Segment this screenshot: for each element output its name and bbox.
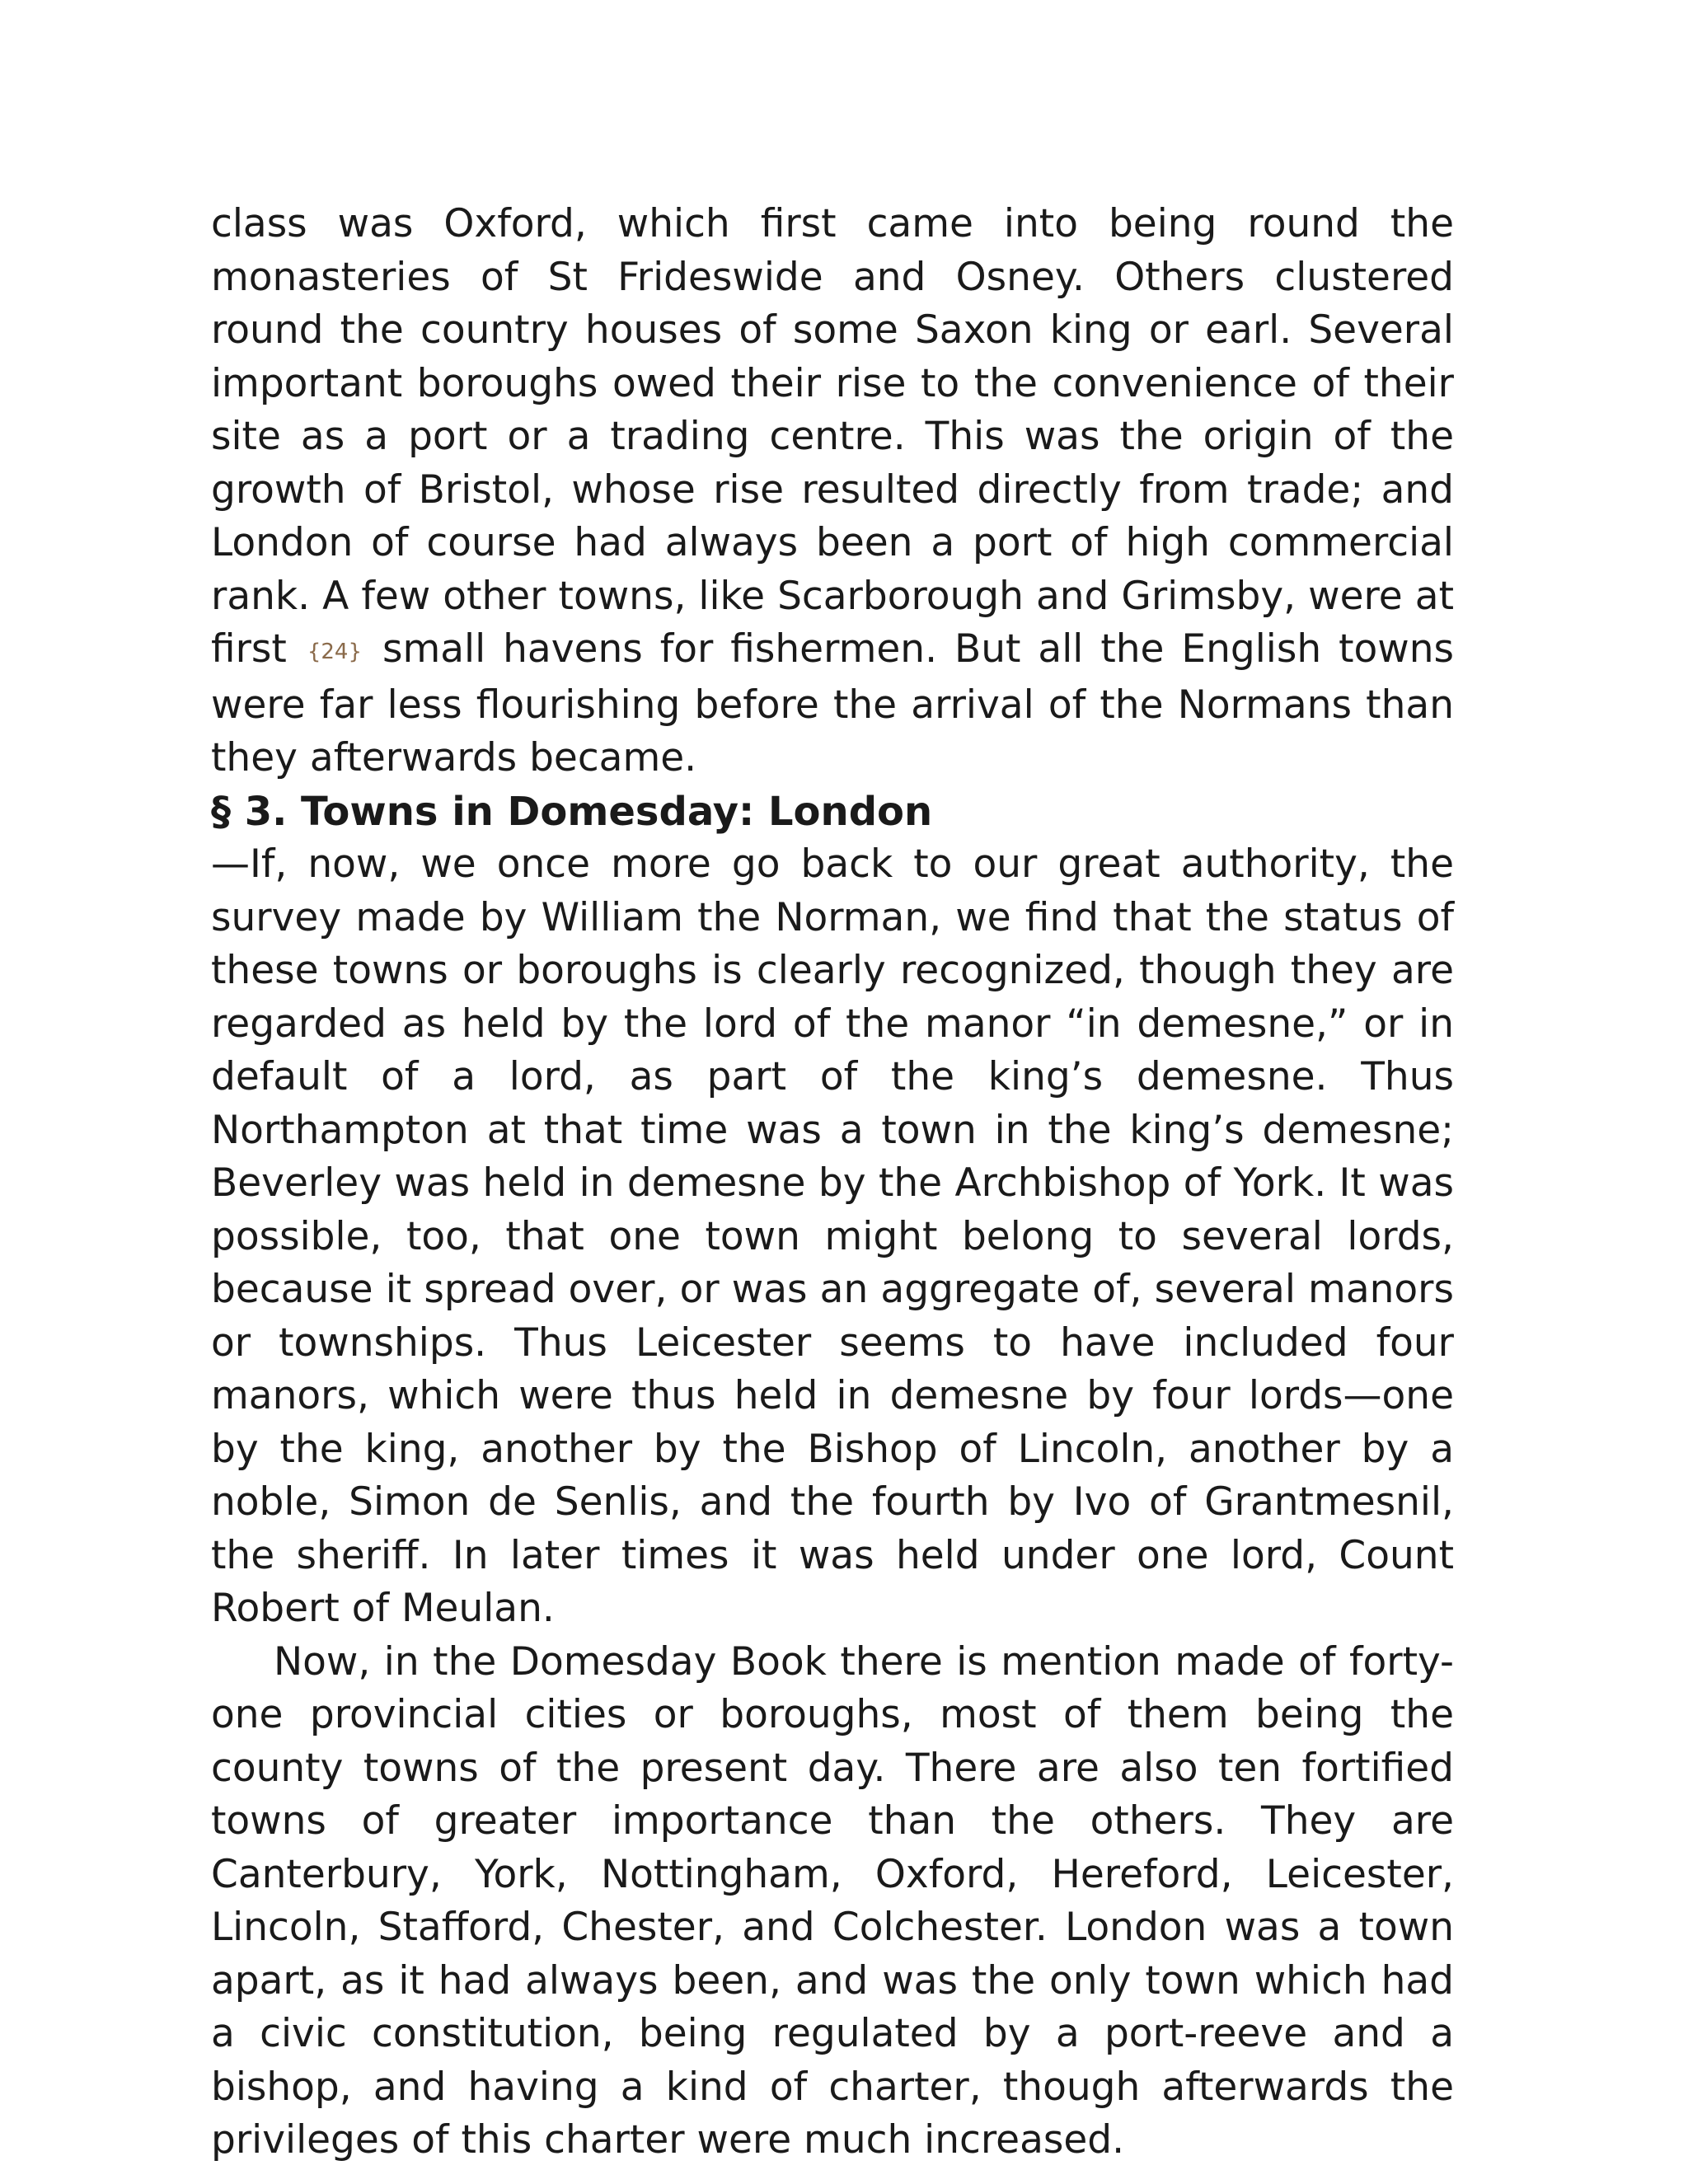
paragraph-domesday-towns: Now, in the Domesday Book there is mention made of forty-one provincial cities or boroughs, most of them being the county towns of the present day. There are also ten fortified towns of greater importance than the others. They are Canterbury, York, Nottingham, Oxford, Hereford, Leicester, Lincoln, Stafford, Chester, and Colchester. London was a town apart, as it had always been, and was the only town which had a civic constitution, being regulated by a port-reeve and a bishop, and having a kind of charter, though afterwards the privileges of this charter were much increased. (211, 1638, 1454, 2163)
paragraph-domesday-status: —If, now, we once more go back to our great authority, the survey made by William the Norman, we find that the status of these towns or boroughs is clearly recognized, though they are regarded as held by the lord of the manor “in demesne,” or in default of a lord, as part of the king’s demesne. Thus Northampton at that time was a town in the king’s demesne; Beverley was held in demesne by the Archbishop of York. It was possible, too, that one town might belong to several lords, because it spread over, or was an aggregate of, several manors or townships. Thus Leicester seems to have included four manors, which were thus held in demesne by four lords—one by the king, another by the Bishop of Lincoln, another by a noble, Simon de Senlis, and the fourth by Ivo of Grantmesnil, the sheriff. In later times it was held under one lord, Count Robert of Meulan. (211, 841, 1454, 1632)
section-heading: § 3. Towns in Domesday: London (211, 788, 933, 835)
page-number-marker: {24} (307, 640, 362, 665)
paragraph-text-part-1: class was Oxford, which first came into being round the monasteries of St Frideswide and Osney. Others clustered round the country houses of some Saxon king or earl. Several important boroughs owed their rise to the convenience of their site as a port or a trading centre. This was the origin of the growth of Bristol, whose rise resulted directly from trade; and London of course had always been a port of high commercial rank. A few other towns, like Scarborough and Grimsby, were at first (211, 201, 1454, 672)
document-page (211, 198, 1454, 2168)
paragraph-text-part-2: small havens for fishermen. But all the English towns were far less flourishing before the arrival of the Normans than they afterwards became. (211, 626, 1454, 781)
paragraph-origins-of-towns (211, 198, 1454, 785)
